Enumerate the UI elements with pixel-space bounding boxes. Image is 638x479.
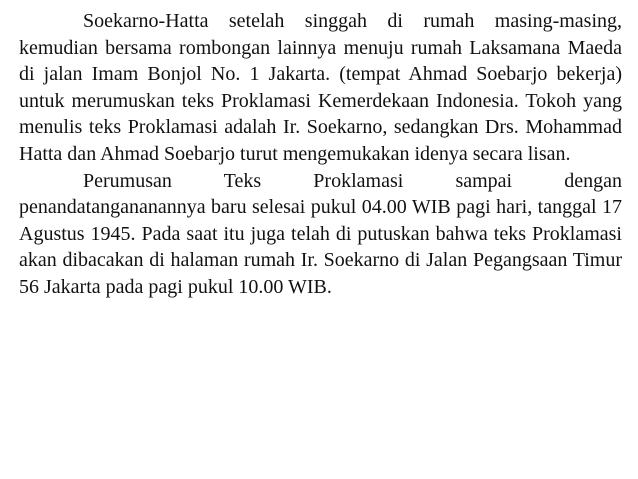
paragraph-perumusan-tempat: Soekarno-Hatta setelah singgah di rumah masing-masing, kemudian bersama rombongan lainnya menuju rumah Laksamana Maeda di jalan Imam Bonjol No. 1 Jakarta. (tempat Ahmad Soebarjo bekerja) untuk merumuskan teks Proklamasi Kemerdekaan Indonesia. Tokoh yang menulis teks Proklamasi adalah Ir. Soekarno, sedangkan Drs. Mohammad Hatta dan Ahmad Soebarjo turut mengemukakan idenya secara lisan. [19,10,622,165]
paragraph-penandatanganan: Perumusan Teks Proklamasi sampai dengan penandatangananannya baru selesai pukul 04.00 WIB pagi hari, tanggal 17 Agustus 1945. Pada saat itu juga telah di putuskan bahwa teks Proklamasi akan dibacakan di halaman rumah Ir. Soekarno di Jalan Pegangsaan Timur 56 Jakarta pada pagi pukul 10.00 WIB. [19,169,622,298]
document-body [19,8,622,301]
